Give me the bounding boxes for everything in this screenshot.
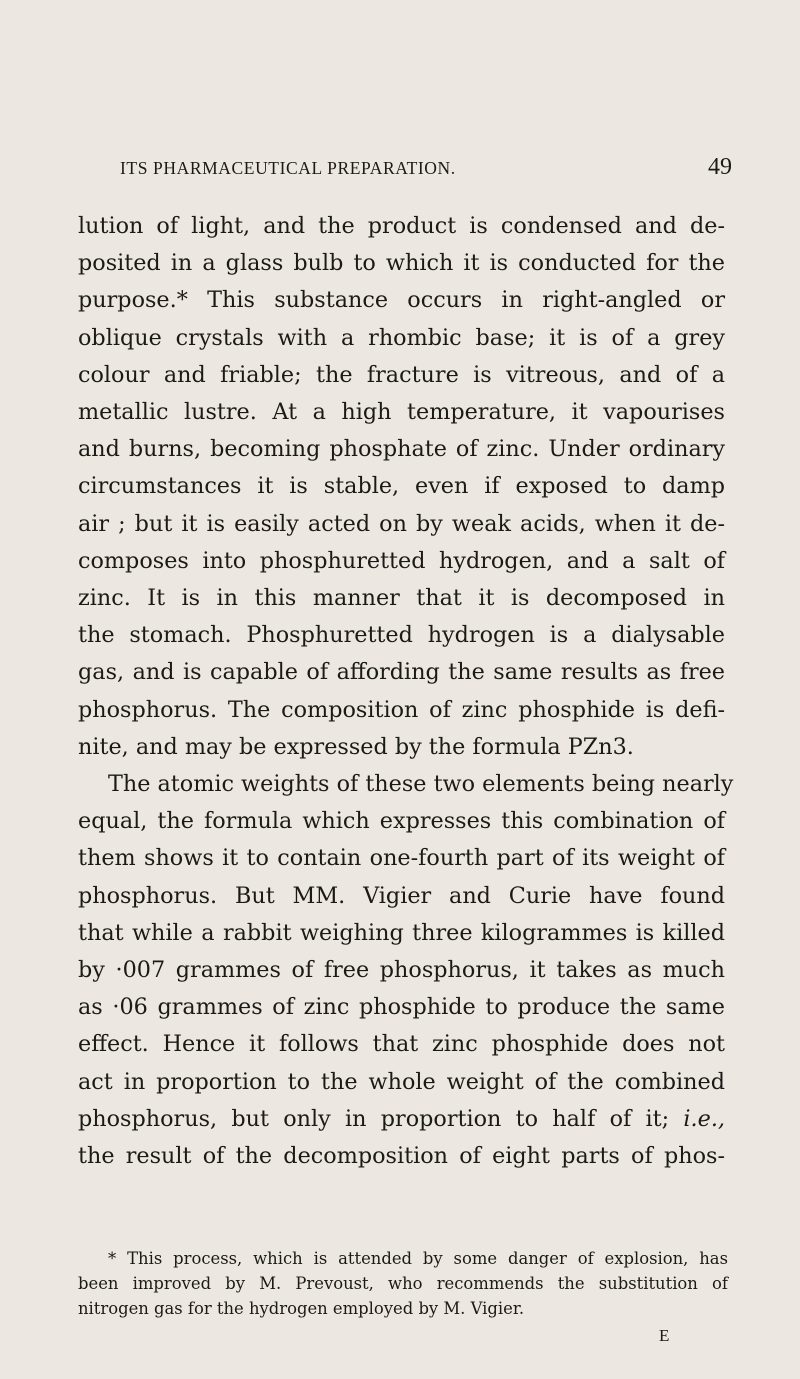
body-line: lution of light, and the product is condensed and de-: [78, 213, 725, 239]
body-line: colour and friable; the fracture is vitreous, and of a: [78, 361, 725, 388]
body-line-with-abbrev: [78, 1101, 725, 1138]
body-line: posited in a glass bulb to which it is conducted for the: [78, 250, 725, 277]
page-number: 49: [708, 154, 732, 180]
body-paragraph: [78, 208, 734, 1175]
body-line: circumstances it is stable, even if exposed to damp: [78, 473, 725, 500]
footnote-line: * This process, which is attended by some danger of explosion, has: [108, 1249, 728, 1268]
body-line: oblique crystals with a rhombic base; it is of a grey: [78, 324, 725, 351]
footnote-line: nitrogen gas for the hydrogen employed by M. Vigier.: [78, 1299, 525, 1318]
body-line: zinc. It is in this manner that it is decomposed in: [78, 585, 725, 612]
footnote-line: been improved by M. Prevoust, who recommends the substitution of: [78, 1274, 728, 1293]
body-line: act in proportion to the whole weight of the combined: [78, 1068, 725, 1095]
body-line: by ·007 grammes of free phosphorus, it takes as much: [78, 957, 725, 984]
body-line: as ·06 grammes of zinc phosphide to produce the same: [78, 994, 725, 1021]
body-line: air ; but it is easily acted on by weak acids, when it de-: [78, 510, 725, 537]
body-line: and burns, becoming phosphate of zinc. Under ordinary: [78, 436, 725, 463]
signature-mark: E: [659, 1326, 670, 1345]
body-line: the stomach. Phosphuretted hydrogen is a dialysable: [78, 622, 725, 649]
body-line: gas, and is capable of affording the same results as free: [78, 659, 725, 686]
body-line: metallic lustre. At a high temperature, it vapourises: [78, 399, 725, 426]
running-title: ITS PHARMACEUTICAL PREPARATION.: [120, 158, 456, 178]
body-line: phosphorus. The composition of zinc phosphide is defi-: [78, 696, 725, 723]
body-line: nite, and may be expressed by the formula PZn3.: [78, 733, 634, 760]
body-line: The atomic weights of these two elements being nearly: [108, 771, 734, 798]
ie-abbreviation: i.e.,: [683, 1105, 725, 1132]
body-line: them shows it to contain one-fourth part of its weight of: [78, 845, 725, 872]
body-line: purpose.* This substance occurs in right-angled or: [78, 287, 725, 314]
body-line: phosphorus. But MM. Vigier and Curie have found: [78, 882, 725, 909]
footnote: [78, 1246, 728, 1321]
body-line: composes into phosphuretted hydrogen, and a salt of: [78, 547, 725, 574]
running-head: [120, 154, 752, 188]
body-line-text: phosphorus, but only in proportion to half of it;: [78, 1105, 684, 1132]
body-line: effect. Hence it follows that zinc phosphide does not: [78, 1031, 725, 1058]
body-line: the result of the decomposition of eight parts of phos-: [78, 1143, 725, 1170]
body-line: equal, the formula which expresses this combination of: [78, 808, 725, 835]
body-line: that while a rabbit weighing three kilogrammes is killed: [78, 919, 725, 946]
